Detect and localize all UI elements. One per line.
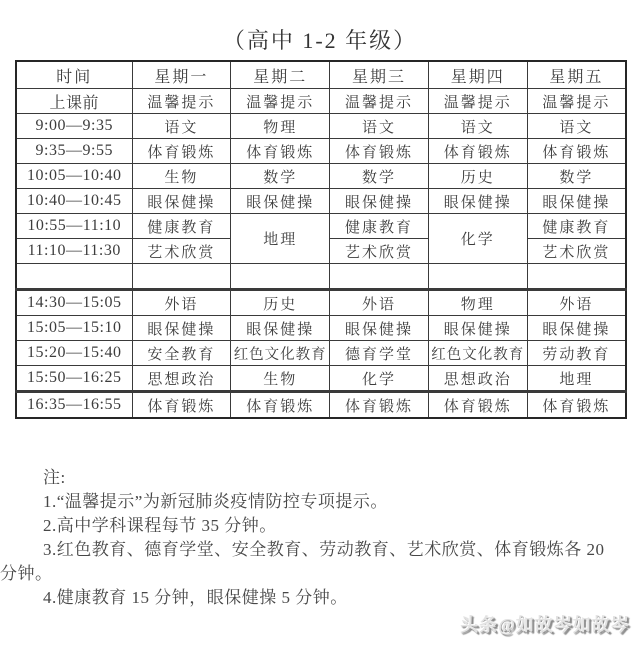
schedule-row bbox=[16, 139, 626, 164]
column-header-thursday: 星期四 bbox=[428, 61, 527, 89]
time-cell bbox=[16, 264, 132, 290]
subject-cell: 体育锻炼 bbox=[231, 139, 330, 164]
time-cell: 10:55—11:10 bbox=[16, 214, 132, 239]
subject-cell: 安全教育 bbox=[132, 341, 231, 366]
column-header-time: 时间 bbox=[16, 61, 132, 89]
subject-cell: 外语 bbox=[527, 290, 626, 316]
subject-cell: 物理 bbox=[231, 114, 330, 139]
page-title: （高中 1-2 年级） bbox=[222, 28, 418, 53]
column-header-tuesday: 星期二 bbox=[231, 61, 330, 89]
header-row bbox=[16, 61, 626, 89]
subject-cell: 语文 bbox=[527, 114, 626, 139]
subject-cell-merged: 地理 bbox=[231, 214, 330, 264]
subject-cell: 体育锻炼 bbox=[527, 392, 626, 419]
subject-cell bbox=[132, 264, 231, 290]
column-header-friday: 星期五 bbox=[527, 61, 626, 89]
time-cell: 9:00—9:35 bbox=[16, 114, 132, 139]
time-cell: 10:05—10:40 bbox=[16, 164, 132, 189]
subject-cell: 历史 bbox=[231, 290, 330, 316]
time-cell: 11:10—11:30 bbox=[16, 239, 132, 264]
subject-cell: 体育锻炼 bbox=[527, 139, 626, 164]
subject-cell: 眼保健操 bbox=[527, 189, 626, 214]
subject-cell bbox=[428, 264, 527, 290]
subject-cell bbox=[330, 264, 429, 290]
note-item-4: 4.健康教育 15 分钟，眼保健操 5 分钟。 bbox=[43, 588, 348, 607]
subject-cell: 体育锻炼 bbox=[231, 392, 330, 419]
subject-cell: 温馨提示 bbox=[132, 89, 231, 114]
schedule-row bbox=[16, 366, 626, 392]
subject-cell: 生物 bbox=[132, 164, 231, 189]
subject-cell: 眼保健操 bbox=[231, 316, 330, 341]
column-header-wednesday: 星期三 bbox=[330, 61, 429, 89]
subject-cell: 思想政治 bbox=[132, 366, 231, 392]
time-cell: 9:35—9:55 bbox=[16, 139, 132, 164]
subject-cell: 数学 bbox=[231, 164, 330, 189]
subject-cell: 化学 bbox=[330, 366, 429, 392]
subject-cell-merged: 化学 bbox=[428, 214, 527, 264]
subject-cell: 眼保健操 bbox=[330, 316, 429, 341]
subject-cell: 温馨提示 bbox=[330, 89, 429, 114]
subject-cell: 眼保健操 bbox=[428, 189, 527, 214]
subject-cell: 眼保健操 bbox=[330, 189, 429, 214]
subject-cell bbox=[231, 264, 330, 290]
subject-cell: 体育锻炼 bbox=[132, 139, 231, 164]
subject-cell: 体育锻炼 bbox=[428, 392, 527, 419]
subject-cell bbox=[527, 264, 626, 290]
schedule-row bbox=[16, 316, 626, 341]
subject-cell: 艺术欣赏 bbox=[527, 239, 626, 264]
subject-cell: 艺术欣赏 bbox=[330, 239, 429, 264]
schedule-row bbox=[16, 189, 626, 214]
subject-cell: 体育锻炼 bbox=[132, 392, 231, 419]
subject-cell: 温馨提示 bbox=[428, 89, 527, 114]
note-item-3: 3.红色教育、德育学堂、安全教育、劳动教育、艺术欣赏、体育锻炼各 20 分钟。 bbox=[0, 540, 605, 583]
time-cell: 15:50—16:25 bbox=[16, 366, 132, 392]
subject-cell: 体育锻炼 bbox=[428, 139, 527, 164]
subject-cell: 健康教育 bbox=[527, 214, 626, 239]
subject-cell: 外语 bbox=[132, 290, 231, 316]
subject-cell: 语文 bbox=[428, 114, 527, 139]
subject-cell: 劳动教育 bbox=[527, 341, 626, 366]
subject-cell: 健康教育 bbox=[132, 214, 231, 239]
subject-cell: 地理 bbox=[527, 366, 626, 392]
schedule-row bbox=[16, 290, 626, 316]
schedule-row bbox=[16, 164, 626, 189]
subject-cell: 红色文化教育 bbox=[231, 341, 330, 366]
subject-cell: 思想政治 bbox=[428, 366, 527, 392]
subject-cell: 生物 bbox=[231, 366, 330, 392]
schedule-row bbox=[16, 89, 626, 114]
break-row bbox=[16, 264, 626, 290]
time-cell: 16:35—16:55 bbox=[16, 392, 132, 419]
subject-cell: 健康教育 bbox=[330, 214, 429, 239]
time-cell: 14:30—15:05 bbox=[16, 290, 132, 316]
toutiao-watermark: 头条@如故岑如故岑 bbox=[460, 615, 630, 635]
time-cell: 15:20—15:40 bbox=[16, 341, 132, 366]
subject-cell: 眼保健操 bbox=[428, 316, 527, 341]
subject-cell: 外语 bbox=[330, 290, 429, 316]
subject-cell: 眼保健操 bbox=[132, 189, 231, 214]
subject-cell: 红色文化教育 bbox=[428, 341, 527, 366]
time-cell: 上课前 bbox=[16, 89, 132, 114]
subject-cell: 数学 bbox=[330, 164, 429, 189]
subject-cell: 德育学堂 bbox=[330, 341, 429, 366]
note-item-1: 1.“温馨提示”为新冠肺炎疫情防控专项提示。 bbox=[43, 492, 388, 511]
time-cell: 15:05—15:10 bbox=[16, 316, 132, 341]
subject-cell: 眼保健操 bbox=[132, 316, 231, 341]
subject-cell: 眼保健操 bbox=[527, 316, 626, 341]
schedule-row bbox=[16, 214, 626, 239]
note-item-2: 2.高中学科课程每节 35 分钟。 bbox=[43, 516, 277, 535]
class-schedule-table bbox=[15, 60, 627, 419]
schedule-row bbox=[16, 392, 626, 419]
subject-cell: 温馨提示 bbox=[231, 89, 330, 114]
subject-cell: 语文 bbox=[132, 114, 231, 139]
subject-cell: 眼保健操 bbox=[231, 189, 330, 214]
subject-cell: 温馨提示 bbox=[527, 89, 626, 114]
subject-cell: 艺术欣赏 bbox=[132, 239, 231, 264]
notes-section bbox=[0, 466, 622, 610]
subject-cell: 历史 bbox=[428, 164, 527, 189]
time-cell: 10:40—10:45 bbox=[16, 189, 132, 214]
subject-cell: 物理 bbox=[428, 290, 527, 316]
subject-cell: 体育锻炼 bbox=[330, 139, 429, 164]
subject-cell: 数学 bbox=[527, 164, 626, 189]
schedule-row bbox=[16, 114, 626, 139]
column-header-monday: 星期一 bbox=[132, 61, 231, 89]
subject-cell: 语文 bbox=[330, 114, 429, 139]
subject-cell: 体育锻炼 bbox=[330, 392, 429, 419]
notes-label: 注: bbox=[43, 468, 66, 487]
schedule-row bbox=[16, 341, 626, 366]
